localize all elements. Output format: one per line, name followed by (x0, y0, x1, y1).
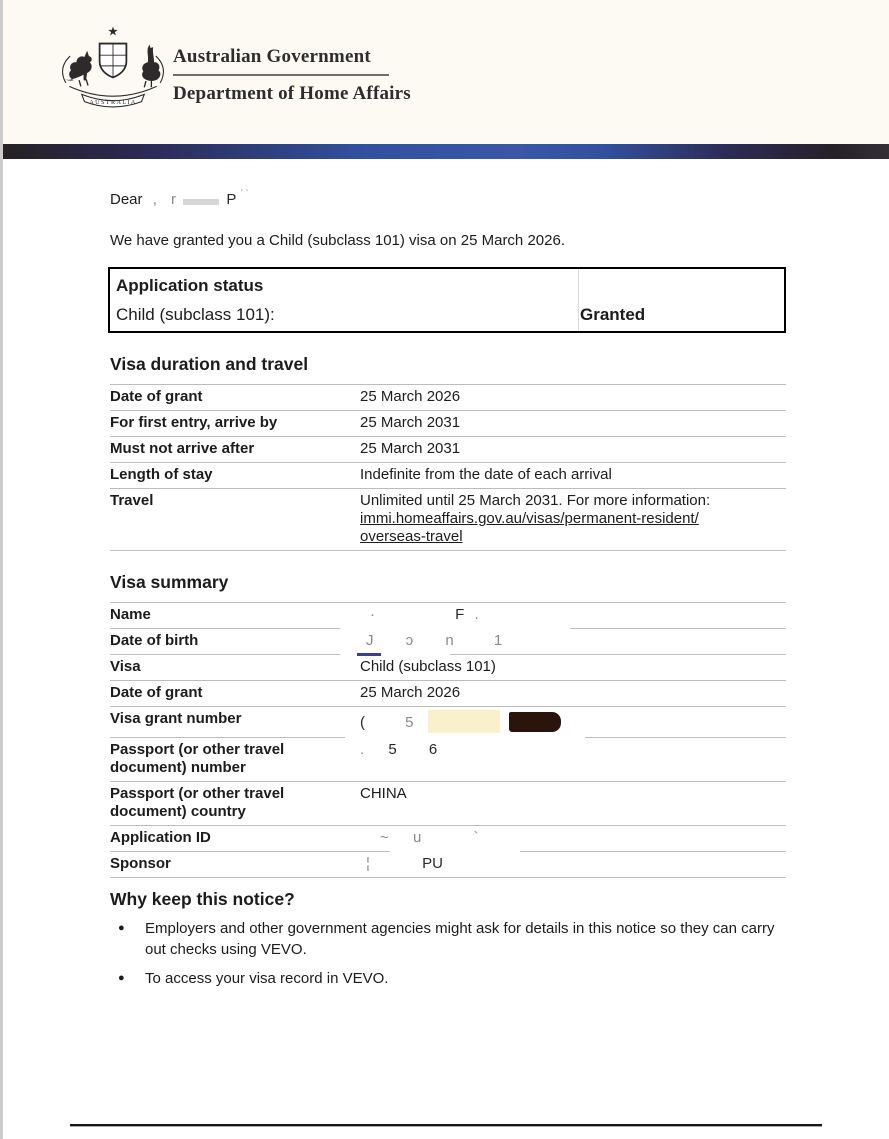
redacted-fragment: 5 (388, 741, 397, 758)
redacted-name-fragment: ˙˙ (240, 189, 252, 200)
redacted-fragment: . (360, 741, 365, 758)
redacted-fragment: u (412, 829, 422, 846)
redacted-fragment: ` (473, 829, 479, 846)
government-title: Australian Government (173, 46, 371, 67)
bullet-icon: ● (118, 922, 125, 934)
application-status-value: Granted (580, 305, 646, 324)
list-item (110, 918, 782, 960)
application-status-title: Application status (116, 276, 264, 295)
visa-summary-heading: Visa summary (110, 572, 229, 592)
redaction-line-gap (340, 627, 570, 630)
crest-banner-text: AUSTRALIA (89, 99, 137, 107)
redacted-fragment: . (474, 606, 479, 623)
visa-summary-table (110, 602, 786, 878)
table-row-sponsor: Sponsor ¦ PU (110, 851, 786, 878)
table-row-travel: Travel Unlimited until 25 March 2031. For more information: immi.homeaffairs.gov.au/visas/permanent-resident/ overseas-travel (110, 488, 786, 551)
redacted-fragment: ¦ (366, 855, 370, 872)
redaction-line-gap (390, 850, 520, 853)
redacted-fragment: ~ (380, 829, 389, 846)
redacted-fragment: ɔ (405, 632, 414, 649)
header-band (3, 0, 889, 145)
redaction-smudge (183, 199, 219, 205)
redacted-fragment: 5 (405, 714, 414, 731)
footer-divider-line (70, 1124, 822, 1126)
table-row: Date of grant 25 March 2026 (110, 384, 786, 410)
greeting-line (110, 189, 251, 208)
list-item (110, 968, 782, 989)
travel-info-text: Unlimited until 25 March 2031. For more information: (360, 492, 711, 509)
why-keep-bullet-list (110, 918, 782, 997)
table-row: Length of stay Indefinite from the date of each arrival (110, 462, 786, 488)
header-gradient-bar (3, 144, 889, 159)
greeting-prefix: Dear (110, 191, 143, 208)
agency-divider (173, 74, 389, 76)
redaction-dark-block (509, 712, 561, 732)
table-row-grant-number: Visa grant number ( 5 (110, 706, 786, 737)
redacted-fragment: PU (422, 855, 443, 872)
redaction-cream-block (428, 710, 500, 733)
table-row-application-id: Application ID ~ u ` (110, 825, 786, 851)
visa-duration-heading: Visa duration and travel (110, 354, 309, 374)
grant-sentence: We have granted you a Child (subclass 101) visa on 25 March 2026. (110, 232, 565, 249)
overseas-travel-link-line1[interactable]: immi.homeaffairs.gov.au/visas/permanent-resident/ (360, 510, 699, 527)
table-row-grant-date: Date of grant 25 March 2026 (110, 680, 786, 706)
table-row: Must not arrive after 25 March 2031 (110, 436, 786, 462)
redacted-fragment: 1 (493, 632, 503, 649)
redacted-fragment: F (455, 606, 465, 623)
application-status-visa-label: Child (subclass 101): (116, 305, 275, 324)
bullet-icon: ● (118, 972, 125, 984)
table-row-visa: Visa Child (subclass 101) (110, 654, 786, 680)
table-row: For first entry, arrive by 25 March 2031 (110, 410, 786, 436)
redaction-blue-mark (357, 653, 381, 656)
application-status-box (108, 267, 786, 333)
bullet-text: To access your visa record in VEVO. (145, 970, 389, 987)
australian-coat-of-arms-icon (55, 18, 171, 120)
redacted-fragment: ( (360, 714, 365, 731)
redacted-name-fragment: P (226, 191, 237, 208)
department-title: Department of Home Affairs (173, 83, 411, 104)
redacted-name-fragment: r (171, 191, 177, 208)
redaction-line-gap (345, 736, 585, 739)
svg-text:★: ★ (107, 24, 119, 39)
redacted-fragment: J (366, 632, 374, 649)
bullet-text: Employers and other government agencies might ask for details in this notice so they can carry out checks using VEVO. (145, 920, 775, 958)
visa-duration-table (110, 384, 786, 551)
redacted-fragment: n (445, 632, 454, 649)
redacted-fragment: · (370, 606, 375, 623)
agency-titles (173, 46, 411, 105)
table-row-passport-number: Passport (or other travel document) number . 5 6 (110, 737, 786, 781)
table-row-passport-country: Passport (or other travel document) country CHINA (110, 781, 786, 825)
redacted-fragment: 6 (428, 741, 438, 758)
page-edge-strip (0, 0, 3, 1139)
redacted-name-fragment: , (152, 191, 157, 208)
status-column-divider (578, 269, 579, 331)
table-row-name: Name · F . (110, 602, 786, 628)
overseas-travel-link-line2[interactable]: overseas-travel (360, 528, 463, 545)
why-keep-heading: Why keep this notice? (110, 889, 295, 909)
table-row-dob: Date of birth J ɔ n 1 (110, 628, 786, 654)
